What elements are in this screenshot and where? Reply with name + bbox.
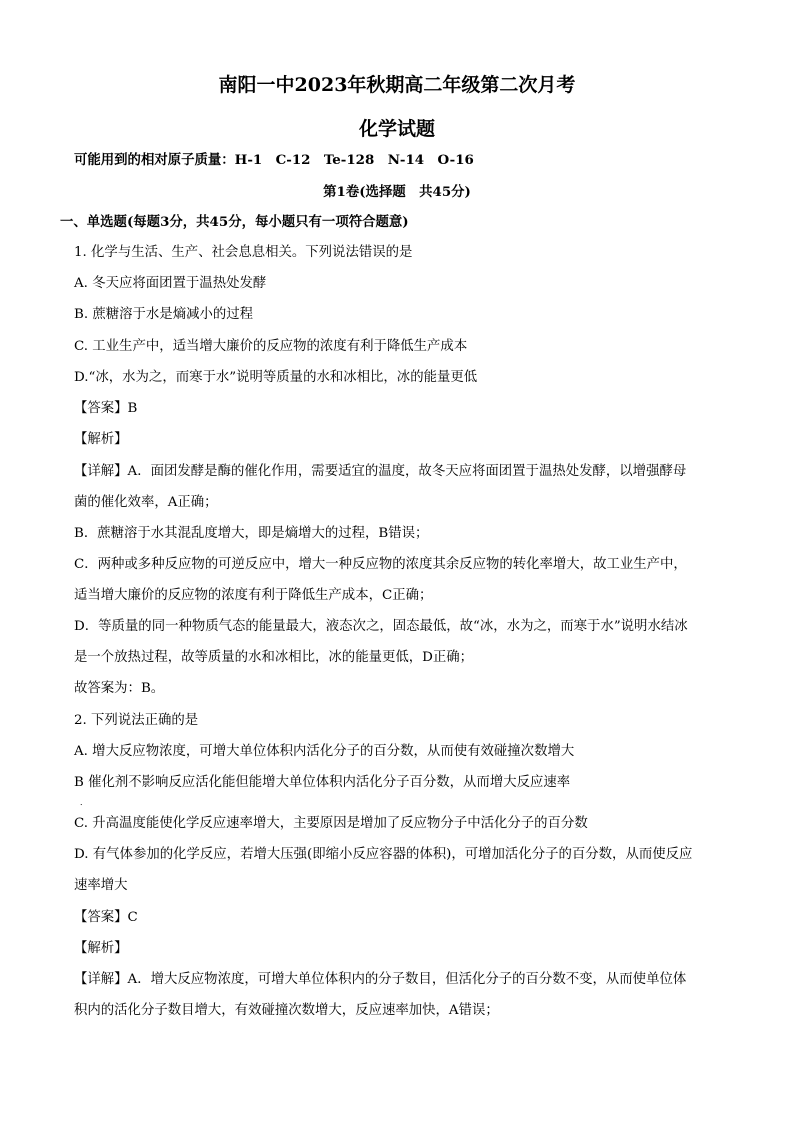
atomic-masses: 可能用到的相对原子质量：H-1 C-12 Te-128 N-14 O-16: [74, 152, 474, 168]
q1-detail-line-7: 是一个放热过程，故等质量的水和冰相比，冰的能量更低，D正确；: [74, 650, 474, 665]
section-heading: 第1卷(选择题 共45分): [323, 184, 471, 200]
q2-detail-line-1: 【详解】A．增大反应物浓度，可增大单位体积内的分子数目，但活化分子的百分数不变，从而使单位体: [74, 972, 687, 987]
q1-detail-line-6: D．等质量的同一种物质气态的能量最大，液态次之，固态最低，故“冰，水为之，而寒于水”说明水结冰: [74, 619, 688, 634]
q2-option-b: B 催化剂不影响反应活化能但能增大单位体积内活化分子百分数，从而增大反应速率: [74, 775, 571, 790]
q2-option-b-dot: ．: [80, 798, 88, 807]
q2-option-d-line-1: D. 有气体参加的化学反应，若增大压强(即缩小反应容器的体积)，可增加活化分子的百分数，从而使反应: [74, 847, 693, 862]
q1-detail-line-2: 菌的催化效率，A正确；: [74, 495, 218, 510]
q1-answer: 【答案】B: [74, 401, 138, 416]
q1-option-b: B. 蔗糖溶于水是熵减小的过程: [74, 307, 254, 322]
q1-option-a: A. 冬天应将面团置于温热处发酵: [74, 276, 267, 291]
q1-detail-line-3: B．蔗糖溶于水其混乱度增大，即是熵增大的过程，B错误；: [74, 526, 429, 541]
q1-detail-line-1: 【详解】A．面团发酵是酶的催化作用，需要适宜的温度，故冬天应将面团置于温热处发酵，以增强酵母: [74, 464, 687, 479]
part-heading: 一、单选题(每题3分，共45分，每小题只有一项符合题意): [60, 214, 409, 230]
q2-option-a: A. 增大反应物浓度，可增大单位体积内活化分子的百分数，从而使有效碰撞次数增大: [74, 744, 575, 759]
q1-detail-line-4: C．两种或多种反应物的可逆反应中，增大一种反应物的浓度其余反应物的转化率增大，故工业生产中，: [74, 557, 687, 572]
subject-title: 化学试题: [358, 118, 435, 140]
q2-option-d-line-2: 速率增大: [74, 878, 128, 893]
q1-analysis-label: 【解析】: [74, 432, 128, 447]
exam-title: 南阳一中2023年秋期高二年级第二次月考: [218, 74, 576, 96]
q1-conclusion: 故答案为：B。: [74, 681, 165, 696]
q1-option-c: C. 工业生产中，适当增大廉价的反应物的浓度有利于降低生产成本: [74, 339, 468, 354]
q2-option-c: C. 升高温度能使化学反应速率增大，主要原因是增加了反应物分子中活化分子的百分数: [74, 816, 588, 831]
q1-stem: 1. 化学与生活、生产、社会息息相关。下列说法错误的是: [74, 245, 413, 260]
q2-stem: 2. 下列说法正确的是: [74, 713, 199, 728]
q1-option-d: D.“冰，水为之，而寒于水”说明等质量的水和冰相比，冰的能量更低: [74, 370, 478, 385]
q1-detail-line-5: 适当增大廉价的反应物的浓度有利于降低生产成本，C正确；: [74, 588, 433, 603]
q2-answer: 【答案】C: [74, 910, 138, 925]
q2-detail-line-2: 积内的活化分子数目增大，有效碰撞次数增大，反应速率加快，A错误；: [74, 1003, 499, 1018]
q2-analysis-label: 【解析】: [74, 941, 128, 956]
